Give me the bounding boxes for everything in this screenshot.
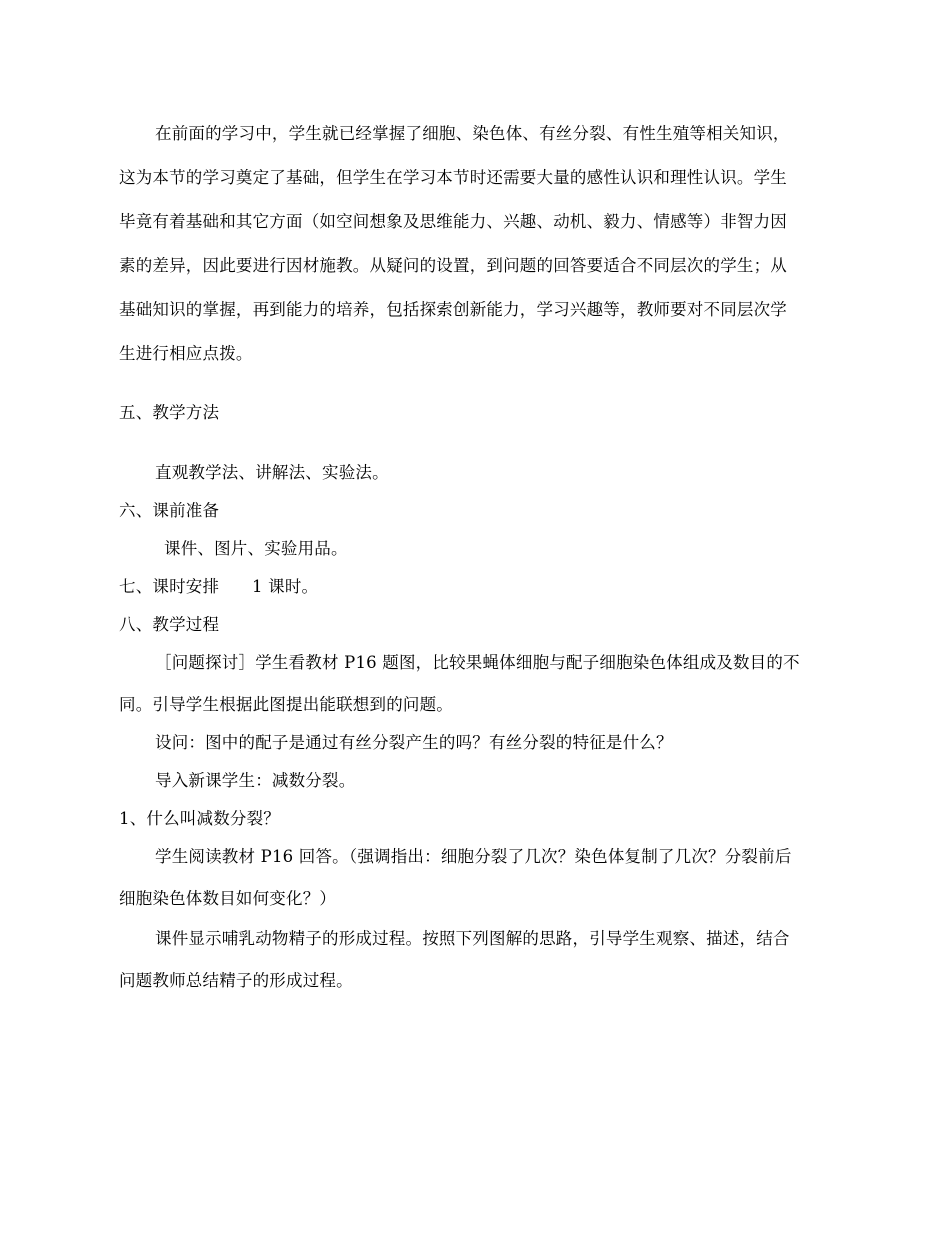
section7-heading: 七、课时安排	[119, 577, 220, 596]
paragraph1-line-1: 在前面的学习中，学生就已经掌握了细胞、染色体、有丝分裂、有性生殖等相关知识，	[155, 124, 790, 143]
courseware-line-1: 课件显示哺乳动物精子的形成过程。按照下列图解的思路，引导学生观察、描述，结合	[155, 929, 790, 948]
courseware-line-2: 问题教师总结精子的形成过程。	[119, 971, 353, 990]
problem-line-2: 同。引导学生根据此图提出能联想到的问题。	[119, 695, 453, 714]
section7-value: 1 课时。	[252, 577, 319, 596]
read-line-1: 学生阅读教材 P16 回答。（强调指出：细胞分裂了几次？染色体复制了几次？分裂前后	[155, 847, 792, 866]
paragraph1-line-5: 基础知识的掌握，再到能力的培养，包括探索创新能力，学习兴趣等，教师要对不同层次学	[119, 300, 787, 319]
section6-heading: 六、课前准备	[119, 501, 220, 520]
section6-body: 课件、图片、实验用品。	[164, 539, 348, 558]
read-line-2: 细胞染色体数目如何变化？）	[119, 889, 337, 908]
question-line: 设问：图中的配子是通过有丝分裂产生的吗？有丝分裂的特征是什么？	[155, 733, 673, 752]
section5-heading: 五、教学方法	[119, 403, 220, 422]
intro-line: 导入新课学生：减数分裂。	[155, 771, 356, 790]
problem-line-1: ［问题探讨］学生看教材 P16 题图，比较果蝇体细胞与配子细胞染色体组成及数目的不	[155, 653, 800, 672]
paragraph1-line-4: 素的差异，因此要进行因材施教。从疑问的设置，到问题的回答要适合不同层次的学生；从	[119, 256, 787, 275]
paragraph1-line-6: 生进行相应点拨。	[119, 344, 253, 363]
paragraph1-line-3: 毕竟有着基础和其它方面（如空间想象及思维能力、兴趣、动机、毅力、情感等）非智力因	[119, 212, 787, 231]
section5-body: 直观教学法、讲解法、实验法。	[155, 463, 389, 482]
paragraph1-line-2: 这为本节的学习奠定了基础，但学生在学习本节时还需要大量的感性认识和理性认识。学生	[119, 168, 787, 187]
section8-heading: 八、教学过程	[119, 615, 220, 634]
item1-heading: 1、什么叫减数分裂？	[119, 809, 280, 828]
